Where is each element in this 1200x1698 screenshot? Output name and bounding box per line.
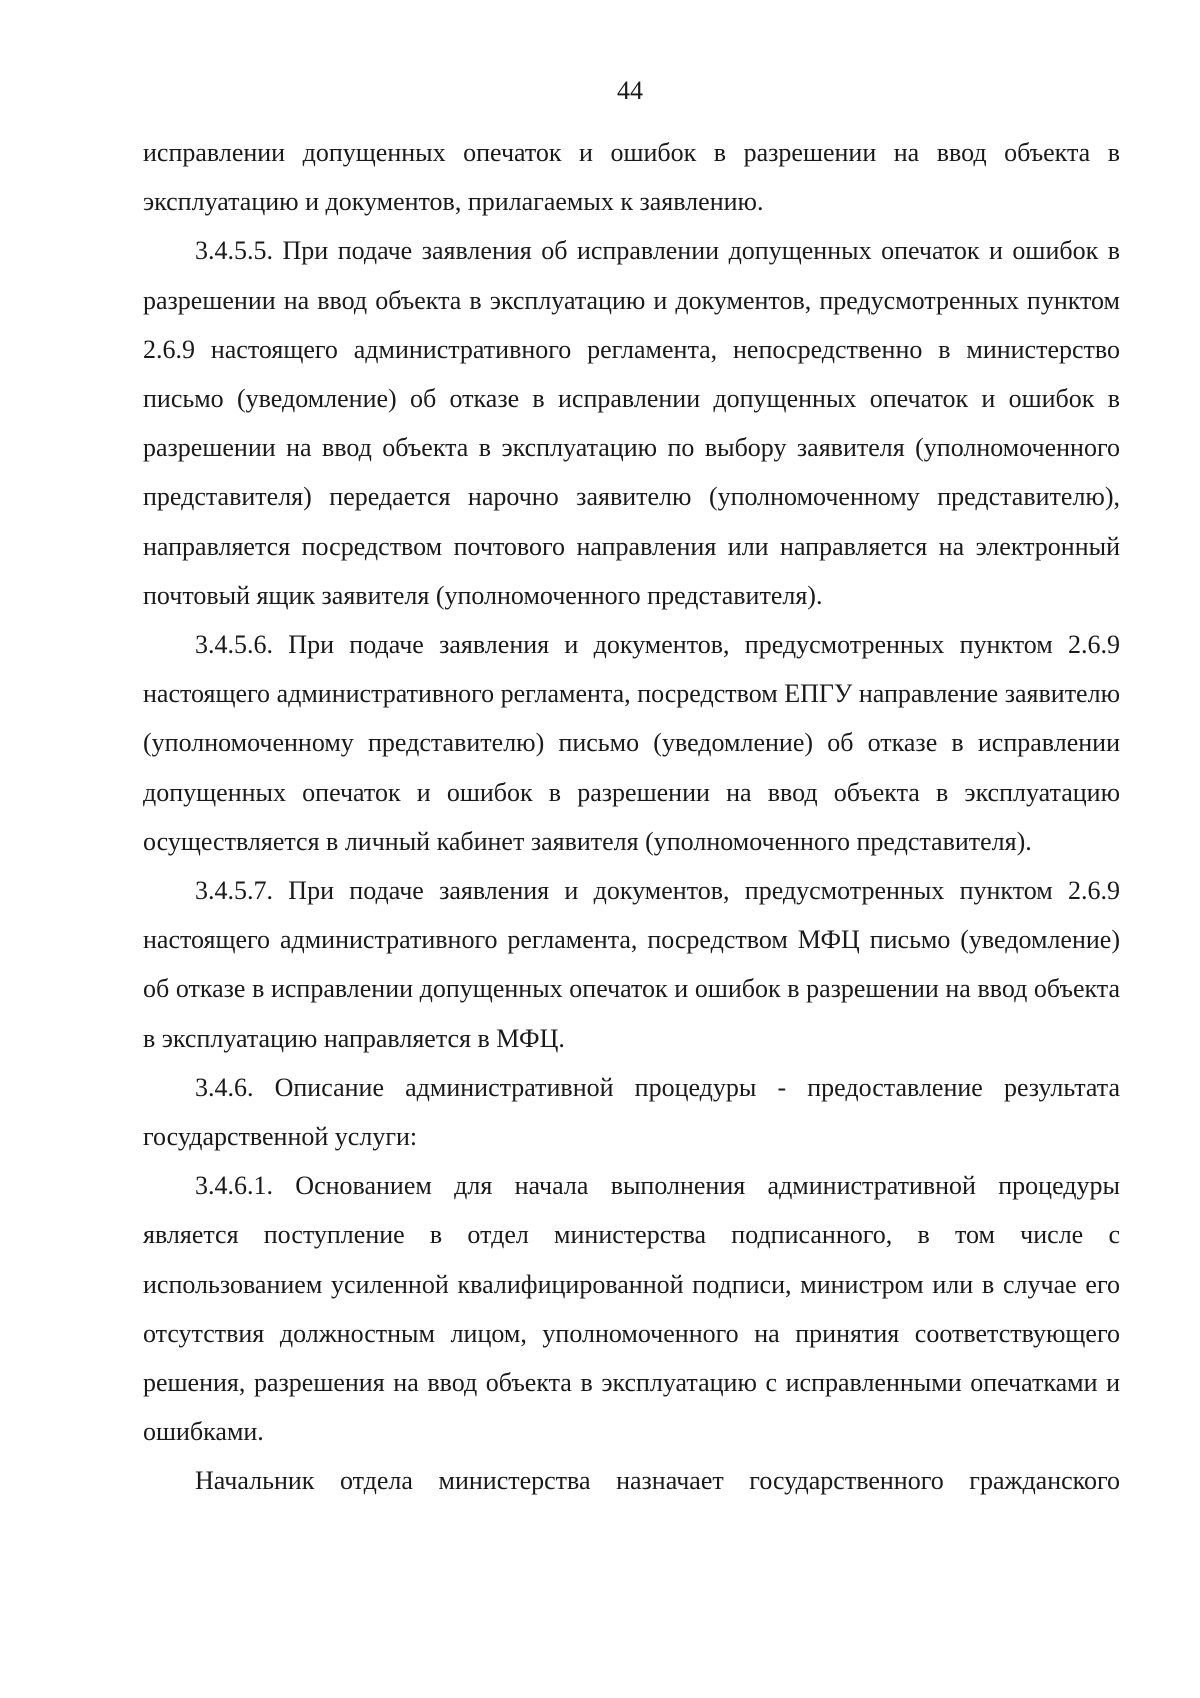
paragraph-3-4-6-1: 3.4.6.1. Основанием для начала выполнения административной процедуры является поступление в отдел министерства подписанного, в том числе с использованием усиленной квалифицированной подписи, министром или в случае его отсутствия должностным лицом, уполномоченного на принятия соответствующего решения, разрешения на ввод объекта в эксплуатацию с исправленными опечатками и ошибками. xyxy=(143,1171,1120,1447)
paragraph-head-of-department: Начальник отдела министерства назначает государственного гражданского xyxy=(195,1466,1120,1496)
paragraph-3-4-5-5: 3.4.5.5. При подаче заявления об исправлении допущенных опечаток и ошибок в разрешении на ввод объекта в эксплуатацию и документов, предусмотренных пунктом 2.6.9 настоящего административного регламента, непосредственно в министерство письмо (уведомление) об отказе в исправлении допущенных опечаток и ошибок в разрешении на ввод объекта в эксплуатацию по выбору заявителя (уполномоченного представителя) передается нарочно заявителю (уполномоченному представителю), направляется посредством почтового направления или направляется на электронный почтовый ящик заявителя (уполномоченного представителя). xyxy=(143,236,1120,610)
paragraph-continuation: исправлении допущенных опечаток и ошибок в разрешении на ввод объекта в эксплуатацию и документов, прилагаемых к заявлению. xyxy=(143,138,1120,217)
paragraph-3-4-5-6: 3.4.5.6. При подаче заявления и документов, предусмотренных пунктом 2.6.9 настоящего административного регламента, посредством ЕПГУ направление заявителю (уполномоченному представителю) письмо (уведомление) об отказе в исправлении допущенных опечаток и ошибок в разрешении на ввод объекта в эксплуатацию осуществляется в личный кабинет заявителя (уполномоченного представителя). xyxy=(143,630,1120,856)
paragraph-3-4-5-7: 3.4.5.7. При подаче заявления и документов, предусмотренных пунктом 2.6.9 настоящего административного регламента, посредством МФЦ письмо (уведомление) об отказе в исправлении допущенных опечаток и ошибок в разрешении на ввод объекта в эксплуатацию направляется в МФЦ. xyxy=(143,876,1120,1053)
paragraph-3-4-6: 3.4.6. Описание административной процедуры - предоставление результата государственной услуги: xyxy=(143,1072,1120,1152)
document-body xyxy=(143,128,1120,1506)
page-number: 44 xyxy=(617,76,643,105)
